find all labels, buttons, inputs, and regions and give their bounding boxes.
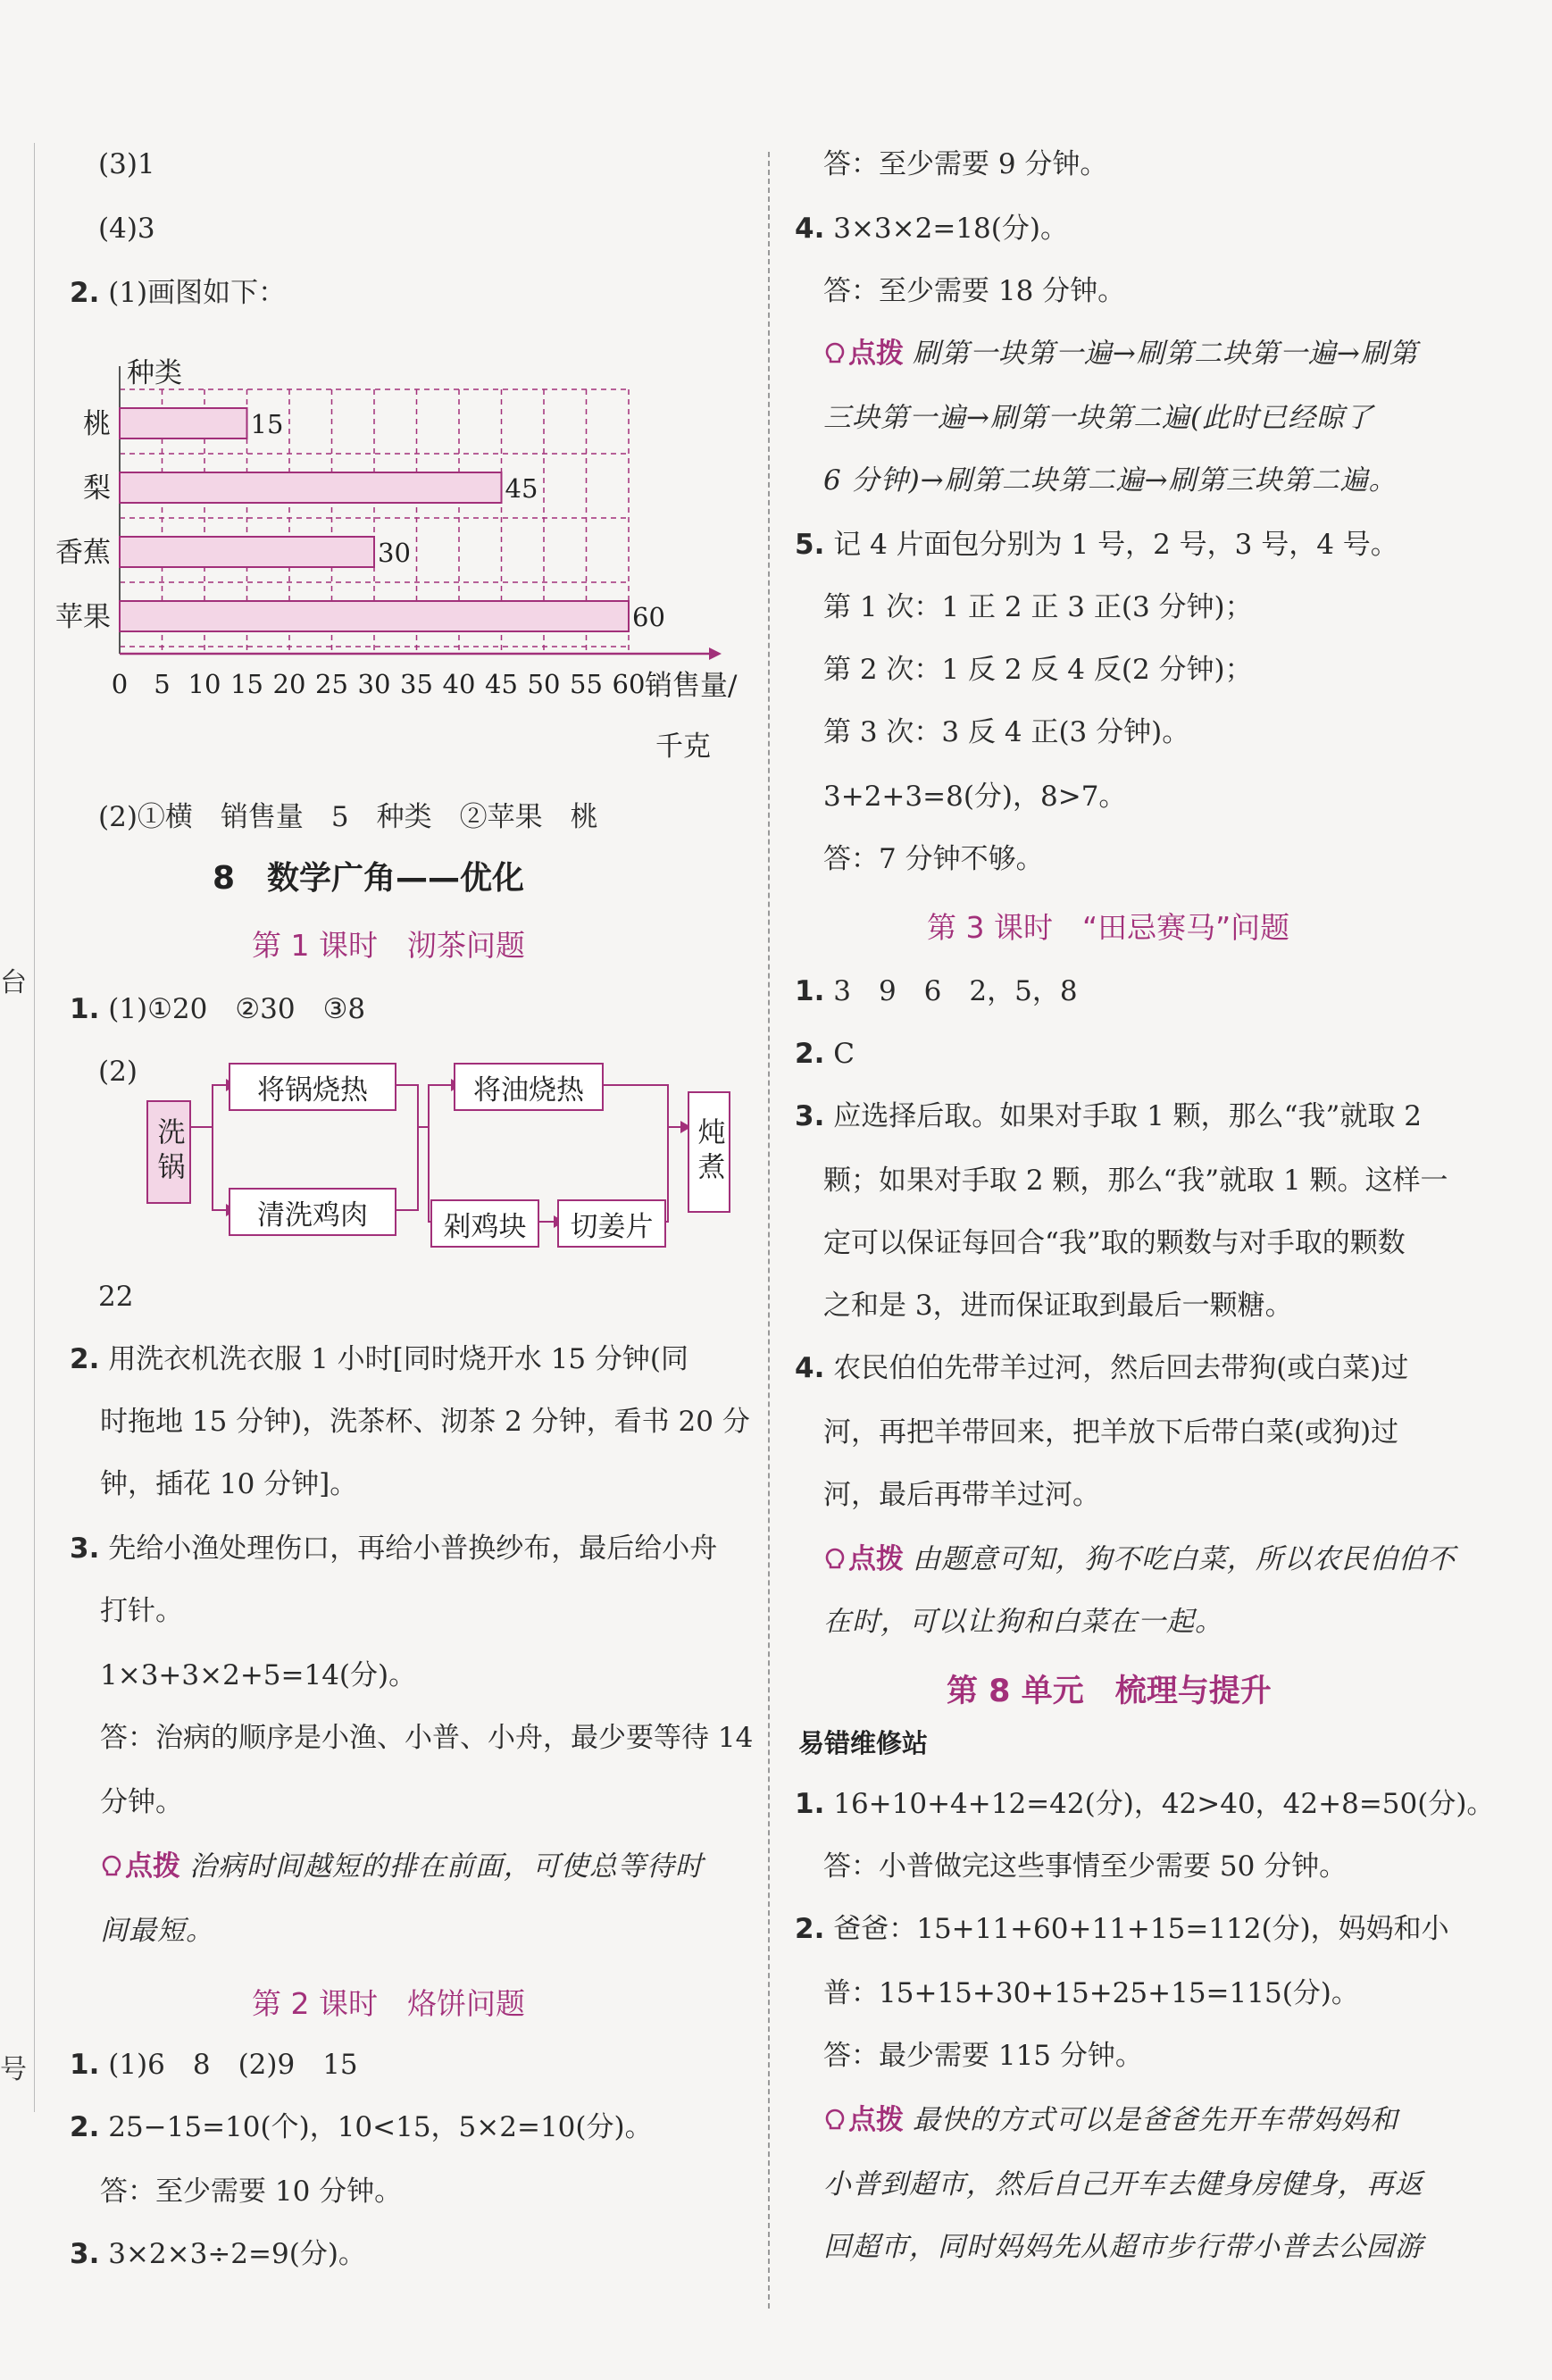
question-3 — [70, 1531, 717, 1566]
x-tick-label: 25 — [315, 669, 348, 699]
question-text: 3 9 6 2，5，8 — [833, 975, 1078, 1007]
answer-line: 普：15+15+30+15+25+15=115(分)。 — [823, 1977, 1359, 2009]
data-label: 15 — [250, 409, 284, 439]
answer-line: 定可以保证每回合“我”取的颗数与对手取的颗数 — [823, 1227, 1406, 1259]
data-label: 60 — [632, 602, 665, 632]
answer-line: 之和是 3，进而保证取到最后一颗糖。 — [823, 1290, 1293, 1322]
x-tick-label: 60 — [612, 669, 646, 699]
answer-line: 第 2 次：1 反 2 反 4 反(2 分钟)； — [823, 654, 1253, 686]
y-axis-label: 种类 — [127, 357, 182, 389]
question-text: 农民伯伯先带羊过河，然后回去带狗(或白菜)过 — [833, 1352, 1409, 1384]
question-number: 2. — [70, 277, 100, 309]
question-4 — [795, 211, 1068, 246]
edge-fragment: 台 — [0, 967, 27, 998]
lesson-title: 第 3 课时 “田忌赛马”问题 — [927, 910, 1290, 945]
question-2 — [70, 1341, 688, 1377]
tip-label: 点拨 — [848, 2104, 904, 2136]
tip-text: 间最短。 — [100, 1915, 214, 1947]
tip-box — [823, 2102, 1398, 2138]
x-tick-label: 45 — [485, 669, 518, 699]
question-2 — [795, 1036, 855, 1072]
tip-bulb-icon — [100, 1855, 123, 1878]
question-number: 2. — [795, 1038, 825, 1070]
flow-line — [393, 1085, 418, 1210]
answer-line: (3)1 — [98, 148, 155, 180]
question-4 — [795, 1350, 1408, 1386]
question-text: (1)①20 ②30 ③8 — [108, 993, 366, 1025]
data-label: 45 — [505, 473, 538, 504]
answer-line: 第 1 次：1 正 2 正 3 正(3 分钟)； — [823, 591, 1253, 623]
flow-line — [600, 1085, 680, 1127]
edge-fragment: 号 — [0, 2054, 27, 2085]
tip-box — [823, 336, 1418, 372]
x-axis-label: 销售量/ — [645, 670, 738, 702]
question-number: 1. — [795, 1788, 825, 1820]
x-tick-label: 15 — [230, 669, 263, 699]
tip-text: 由题意可知，狗不吃白菜，所以农民伯伯不 — [912, 1543, 1456, 1575]
question-text: 3×2×3÷2=9(分)。 — [108, 2238, 366, 2270]
tip-text: 最快的方式可以是爸爸先开车带妈妈和 — [912, 2104, 1398, 2136]
flow-step-heat-oil: 将油烧热 — [454, 1063, 604, 1111]
flow-step-wash-pot: 洗锅 — [146, 1100, 191, 1204]
x-tick-label: 5 — [154, 669, 171, 699]
answer-line: 答：小普做完这些事情至少需要 50 分钟。 — [823, 1850, 1348, 1883]
x-tick-label: 35 — [400, 669, 433, 699]
answer-line: 颗；如果对手取 2 颗，那么“我”就取 1 颗。这样一 — [823, 1165, 1448, 1197]
flow-step-heat-pot: 将锅烧热 — [229, 1063, 396, 1111]
answer-line: 打针。 — [100, 1595, 183, 1627]
tip-bulb-icon — [823, 1548, 847, 1571]
category-label: 香蕉 — [55, 537, 111, 569]
answer-line: 3+2+3=8(分)，8>7。 — [823, 781, 1127, 813]
question-number: 4. — [795, 1352, 825, 1384]
x-tick-label: 30 — [357, 669, 391, 699]
question-number: 5. — [795, 529, 825, 561]
question-number: 3. — [70, 2238, 100, 2270]
question-text: 25−15=10(个)，10<15，5×2=10(分)。 — [108, 2111, 653, 2143]
question-text: (1)画图如下： — [108, 277, 287, 309]
question-text: 爸爸：15+11+60+11+15=112(分)，妈妈和小 — [833, 1913, 1449, 1945]
question-number: 1. — [795, 975, 825, 1007]
question-number: 2. — [70, 1343, 100, 1375]
tip-box — [100, 1849, 704, 1884]
question-text: 先给小渔处理伤口，再给小普换纱布，最后给小舟 — [108, 1532, 718, 1565]
answer-line: 第 3 次：3 反 4 正(3 分钟)。 — [823, 716, 1190, 748]
question-number: 2. — [70, 2111, 100, 2143]
answer-line: 22 — [98, 1281, 134, 1313]
x-tick-label: 40 — [442, 669, 476, 699]
answer-line: 答：治病的顺序是小渔、小普、小舟，最少要等待 14 — [100, 1722, 754, 1754]
tip-text: 三块第一遍→刷第一块第二遍(此时已经晾了 — [823, 402, 1374, 434]
data-label: 30 — [378, 538, 411, 568]
answer-line: (4)3 — [98, 213, 155, 245]
answer-line: 时拖地 15 分钟)，洗茶杯、沏茶 2 分钟，看书 20 分 — [100, 1406, 750, 1438]
x-tick-label: 55 — [570, 669, 603, 699]
answer-line: 答：至少需要 18 分钟。 — [823, 275, 1126, 307]
question-text: 记 4 片面包分别为 1 号，2 号，3 号，4 号。 — [833, 529, 1398, 561]
tip-text: 小普到超市，然后自己开车去健身房健身，再返 — [823, 2168, 1423, 2200]
flow-step-chop-chicken: 剁鸡块 — [430, 1199, 539, 1248]
tip-box — [823, 1541, 1456, 1577]
answer-line: 1×3+3×2+5=14(分)。 — [100, 1659, 417, 1691]
x-tick-label: 0 — [111, 669, 129, 699]
tip-label: 点拨 — [848, 1543, 904, 1575]
tip-text: 在时，可以让狗和白菜在一起。 — [823, 1606, 1223, 1638]
question-text: C — [833, 1038, 855, 1070]
question-2 — [70, 2109, 653, 2145]
column-divider — [768, 152, 770, 2309]
tip-bulb-icon — [823, 2109, 847, 2132]
question-text: (1)6 8 (2)9 15 — [108, 2049, 358, 2081]
question-2 — [795, 1911, 1449, 1947]
answer-line: 钟，插花 10 分钟]。 — [100, 1468, 358, 1500]
answer-line: (2)①横 销售量 5 种类 ②苹果 桃 — [98, 801, 598, 833]
question-text: 应选择后取。如果对手取 1 颗，那么“我”就取 2 — [833, 1100, 1422, 1132]
question-text: 16+10+4+12=42(分)，42>40，42+8=50(分)。 — [833, 1788, 1495, 1820]
lesson-title: 第 1 课时 沏茶问题 — [252, 928, 525, 963]
question-number: 3. — [70, 1532, 100, 1565]
question-1 — [70, 2047, 358, 2083]
flow-step-stew: 炖煮 — [688, 1091, 730, 1213]
category-label: 梨 — [83, 472, 111, 505]
tip-bulb-icon — [823, 342, 847, 365]
question-number: 1. — [70, 2049, 100, 2081]
answer-line: 答：至少需要 10 分钟。 — [100, 2175, 403, 2208]
question-text: 3×3×2=18(分)。 — [833, 213, 1068, 245]
lesson-title: 第 2 课时 烙饼问题 — [252, 1986, 525, 2021]
question-1 — [795, 1786, 1494, 1822]
category-label: 苹果 — [55, 601, 111, 633]
answer-line: 分钟。 — [100, 1786, 183, 1818]
answer-line: 答：7 分钟不够。 — [823, 843, 1044, 875]
tip-text: 治病时间越短的排在前面，可使总等待时 — [188, 1850, 704, 1883]
question-3 — [795, 1098, 1422, 1134]
flow-line — [418, 1085, 451, 1127]
flow-step-cut-ginger: 切姜片 — [557, 1199, 666, 1248]
flow-line — [189, 1085, 226, 1127]
tip-text: 回超市，同时妈妈先从超市步行带小普去公园游 — [823, 2231, 1423, 2263]
x-tick-label: 20 — [272, 669, 306, 699]
question-number: 3. — [795, 1100, 825, 1132]
unit-title: 第 8 单元 梳理与提升 — [947, 1674, 1272, 1709]
question-number: 4. — [795, 213, 825, 245]
tip-label: 点拨 — [848, 338, 904, 370]
flow-step-clean-chicken: 清洗鸡肉 — [229, 1188, 396, 1236]
tip-text: 6 分钟)→刷第二块第二遍→刷第三块第二遍。 — [823, 464, 1398, 497]
answer-line: 答：至少需要 9 分钟。 — [823, 148, 1108, 180]
tip-text: 刷第一块第一遍→刷第二块第一遍→刷第 — [912, 338, 1418, 370]
chapter-title: 8 数学广角——优化 — [213, 860, 525, 897]
question-3 — [70, 2236, 366, 2272]
section-title: 易错维修站 — [798, 1728, 929, 1758]
flow-line — [213, 1127, 226, 1210]
tip-label: 点拨 — [125, 1850, 180, 1883]
x-tick-label: 50 — [527, 669, 561, 699]
answer-line: 河，再把羊带回来，把羊放下后带白菜(或狗)过 — [823, 1416, 1399, 1449]
question-5 — [795, 527, 1398, 563]
x-axis-label: 千克 — [655, 731, 711, 763]
question-number: 2. — [795, 1913, 825, 1945]
answer-line: (2) — [98, 1056, 138, 1088]
question-number: 1. — [70, 993, 100, 1025]
category-label: 桃 — [83, 408, 111, 440]
answer-line: 河，最后再带羊过河。 — [823, 1479, 1100, 1511]
x-tick-label: 10 — [188, 669, 221, 699]
question-text: 用洗衣机洗衣服 1 小时[同时烧开水 15 分钟(同 — [108, 1343, 688, 1375]
answer-line: 答：最少需要 115 分钟。 — [823, 2040, 1143, 2072]
question-1 — [795, 973, 1078, 1009]
